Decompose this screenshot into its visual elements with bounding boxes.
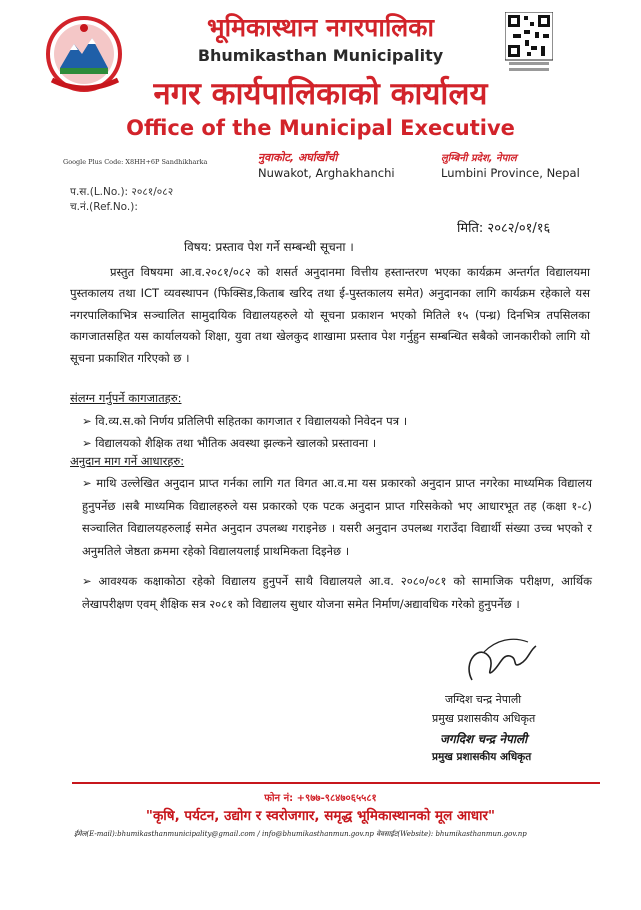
signatory-stamp-designation: प्रमुख प्रशासकीय अधिकृत [432,751,532,763]
footer-phone: फोन नं: +९७७-९८४७०६५५८१ [264,793,377,804]
letter-subject: विषय: प्रस्ताव पेश गर्ने सम्बन्धी सूचना । [184,240,354,254]
province-en: Lumbini Province, Nepal [441,166,580,180]
signatory-name: जग्दिश चन्द्र नेपाली [445,693,522,706]
footer-contact: ईमेल(E-mail):bhumikasthanmunicipality@gmail.com / info@bhumikasthanmun.gov.np वेवसाईट(Website): bhumikasthanmun.gov.np [74,830,527,838]
letter-body [70,262,590,369]
office-title-np: नगर कार्यपालिकाको कार्यालय [153,76,488,112]
letter-number: प.स.(L.No.): २०८१/०८२ [70,186,174,198]
list-item: ➢ विद्यालयको शैक्षिक तथा भौतिक अवस्था झल्कने खालको प्रस्तावना । [82,436,377,450]
municipality-title-en: Bhumikasthan Municipality [197,46,444,65]
address-en: Nuwakot, Arghakhanchi [258,166,395,180]
signatory-designation: प्रमुख प्रशासकीय अधिकृत [432,712,536,725]
handwritten-signature [432,632,552,692]
documents-heading: संलग्न गर्नुपर्ने कागजातहरु: [70,391,182,405]
criteria-heading: अनुदान माग गर्ने आधारहरु: [70,454,185,468]
bullet-arrow-icon: ➢ [82,414,96,428]
bullet-arrow-icon: ➢ [82,436,96,450]
municipality-title-np: भूमिकास्थान नगरपालिका [207,13,434,42]
footer-slogan: "कृषि, पर्यटन, उद्योग र स्वरोजगार, समृद्ध भूमिकास्थानको मूल आधार" [145,808,496,824]
reference-number: च.नं.(Ref.No.): [70,201,138,213]
bullet-arrow-icon: ➢ [82,574,99,588]
signatory-stamp-name: जगदिश चन्द्र नेपाली [440,732,528,746]
list-item: ➢ वि.व्य.स.को निर्णय प्रतिलिपी सहितका कागजात र विद्यालयको निवेदन पत्र । [82,414,408,428]
address-np: नुवाकोट, अर्घाखाँची [258,151,338,164]
letter-date: मिति: २०८२/०१/१६ [457,221,551,236]
list-item: ➢ आवश्यक कक्षाकोठा रहेको विद्यालय हुनुपर्ने साथै विद्यालयले आ.व. २०८०/०८१ को सामाजिक परीक्षण, आर्थिक लेखापरीक्षण एवम् शैक्षिक सत्र २०८१ को विद्यालय सुधार योजना समेत निर्माण/अद्यावधिक गरेको हुनुपर्नेछ । [82,574,592,611]
bullet-arrow-icon: ➢ [82,476,97,490]
google-plus-code: Google Plus Code: X8HH+6P Sandhikharka [63,158,208,166]
province-np: लुम्बिनी प्रदेश, नेपाल [441,153,517,164]
office-title-en: Office of the Municipal Executive [126,116,515,140]
list-item: ➢ माथि उल्लेखित अनुदान प्राप्त गर्नका लागि गत विगत आ.व.मा यस प्रकारको अनुदान प्राप्त नगरेका माध्यमिक विद्यालय हुनुपर्नेछ ।सबै माध्यमिक विद्यालहरुले यस प्रकारको एक पटक अनुदान प्राप्त गरिसकेको भए आधारभूत तह (कक्षा १-८) सञ्चालित विद्यालयहरुलाई समेत अनुदान उपलब्ध गराइनेछ । यसरी अनुदान उपलब्ध गराउँदा विद्यार्थी संख्या उच्च भएको र अनुमतिले जेष्ठता क्रममा रहेको विद्यालयलाई प्राथमिकता दिइनेछ । [82,476,592,558]
body-text: प्रस्तुत विषयमा आ.व.२०८१/०८२ को शसर्त अनुदानमा वित्तीय हस्तान्तरण भएका कार्यक्रम अन्तर्गत विद्यालयमा पुस्तकालय तथा ICT व्यवस्थापन (फिक्सिड,किताब खरिद तथा ई-पुस्तकालय समेत) अनुदानका लागि कार्यक्रम रहेकाले यस नगरपालिकाभित्र सञ्चालित सामुदायिक विद्यालयहरुले यो सूचना प्रकाशन भएको मितिले १५ (पन्ध्र) दिनभित्र तपसिलका कागजातसहित यस कार्यालयको शिक्षा, युवा तथा खेलकुद शाखामा प्रस्ताव पेश गर्नुहुन सम्बन्धित सबैको जानकारीको लागि यो सूचना प्रकाशित गरिएको छ । [70,265,590,365]
footer-divider [72,782,600,784]
